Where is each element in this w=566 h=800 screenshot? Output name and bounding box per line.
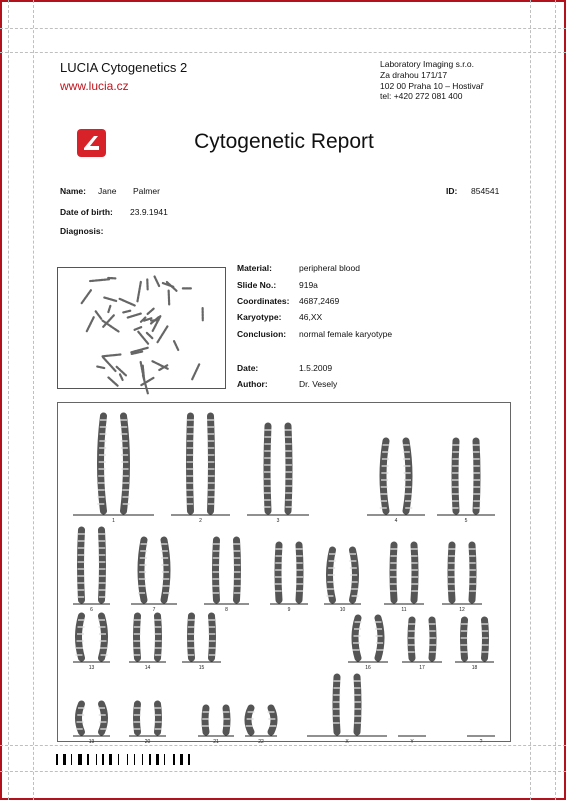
chromosome-label: 17	[419, 665, 425, 671]
metaphase-chromosome	[147, 333, 152, 338]
barcode	[56, 754, 236, 765]
metaphase-chromosome	[169, 291, 170, 305]
report-title: Cytogenetic Report	[194, 130, 374, 153]
chromosome-label: 12	[459, 607, 465, 613]
barcode-bar	[127, 754, 128, 765]
metaphase-chromosome	[120, 299, 135, 306]
date-label: Date:	[237, 363, 259, 373]
chromosome	[299, 545, 300, 600]
conclusion-value: normal female karyotype	[299, 329, 393, 339]
chromosome-label: 19	[88, 739, 95, 745]
metaphase-chromosome	[158, 326, 168, 342]
chromosome	[212, 616, 213, 658]
chromosome-label: 10	[339, 607, 346, 613]
chromosome-label: 22	[258, 739, 264, 745]
metaphase-chromosome	[123, 311, 130, 313]
barcode-bar	[134, 754, 135, 765]
metaphase-spread	[58, 268, 225, 388]
chromosome	[357, 677, 358, 732]
metaphase-image	[57, 267, 226, 389]
chromosome-label: ?	[479, 739, 483, 745]
barcode-bar	[56, 754, 58, 765]
chromosome-label: Y	[410, 739, 414, 745]
chromosome-label: 7	[152, 607, 156, 613]
diagnosis-label: Diagnosis:	[60, 226, 104, 236]
barcode-bar	[118, 754, 119, 765]
metaphase-chromosome	[97, 367, 104, 369]
dob-label: Date of birth:	[60, 207, 113, 217]
chromosome	[472, 545, 473, 600]
metaphase-chromosome	[104, 298, 116, 301]
material-value: peripheral blood	[299, 263, 360, 273]
barcode-bar	[71, 754, 72, 765]
coordinates-value: 4687,2469	[299, 296, 340, 306]
chromosome	[378, 618, 381, 658]
metaphase-chromosome	[108, 377, 117, 385]
material-label: Material:	[237, 263, 272, 273]
guide-line	[530, 0, 531, 800]
name-label: Name:	[60, 186, 86, 196]
metaphase-chromosome	[90, 279, 109, 281]
metaphase-chromosome	[141, 378, 154, 386]
metaphase-chromosome	[192, 364, 199, 379]
barcode-bar	[142, 754, 143, 765]
barcode-bar	[109, 754, 112, 765]
chromosome	[164, 540, 167, 600]
barcode-bar	[156, 754, 159, 765]
metaphase-chromosome	[82, 290, 91, 303]
first-name: Jane	[98, 186, 117, 196]
metaphase-chromosome	[174, 341, 178, 350]
address-line: tel: +420 272 081 400	[380, 91, 463, 102]
barcode-bar	[149, 754, 151, 765]
barcode-bar	[78, 754, 82, 765]
guide-line	[0, 771, 566, 772]
chromosome-label: 6	[90, 607, 93, 613]
chromosome	[191, 616, 192, 658]
conclusion-label: Conclusion:	[237, 329, 287, 339]
metaphase-chromosome	[103, 354, 121, 356]
chromosome	[355, 618, 358, 658]
chromosome-label: 20	[144, 739, 151, 745]
lucia-logo-icon	[77, 129, 106, 157]
last-name: Palmer	[133, 186, 160, 196]
chromosome-label: 14	[144, 665, 151, 671]
chromosome	[216, 540, 217, 600]
metaphase-chromosome	[117, 367, 126, 376]
metaphase-chromosome	[120, 374, 123, 380]
guide-line	[0, 28, 566, 29]
chromosome-label: 11	[401, 607, 407, 613]
company-address	[380, 59, 483, 102]
metaphase-chromosome	[135, 327, 142, 330]
chromosome	[267, 426, 268, 511]
metaphase-chromosome	[155, 277, 160, 286]
website-link[interactable]: www.lucia.cz	[60, 79, 129, 93]
metaphase-chromosome	[108, 306, 110, 312]
chromosome	[102, 616, 105, 658]
karyotype-value: 46,XX	[299, 312, 323, 322]
barcode-bar	[63, 754, 66, 765]
karyogram-chart	[58, 403, 510, 745]
barcode-bar	[188, 754, 190, 765]
metaphase-chromosome	[128, 314, 141, 318]
address-line: 102 00 Praha 10 – Hostivař	[380, 80, 484, 91]
address-line: Laboratory Imaging s.r.o.	[380, 59, 475, 69]
chromosome-label: 16	[365, 665, 371, 671]
coordinates-label: Coordinates:	[237, 296, 290, 306]
chromosome	[393, 545, 394, 600]
chromosome	[237, 540, 238, 600]
chromosome-label: 21	[213, 739, 219, 745]
chromosome	[336, 677, 337, 732]
chromosome-label: 2	[199, 518, 202, 524]
chromosome	[137, 616, 138, 658]
slide-label: Slide No.:	[237, 280, 277, 290]
chromosome-label: X	[345, 739, 349, 745]
date-value: 1.5.2009	[299, 363, 333, 373]
chromosome-label: 8	[225, 607, 228, 613]
chromosome-label: 13	[88, 665, 95, 671]
barcode-bar	[173, 754, 175, 765]
barcode-bar	[87, 754, 89, 765]
barcode-bar	[96, 754, 97, 765]
karyogram	[57, 402, 511, 745]
metaphase-chromosome	[147, 309, 153, 314]
id-label: ID:	[446, 186, 458, 196]
chromosome	[141, 540, 144, 600]
chromosome	[278, 545, 279, 600]
author-value: Dr. Vesely	[299, 379, 338, 389]
chromosome-label: 4	[394, 518, 398, 524]
guide-line	[0, 745, 566, 746]
metaphase-chromosome	[137, 282, 140, 301]
chromosome-label: 3	[276, 518, 280, 524]
chromosome-label: 5	[464, 518, 468, 524]
guide-line	[555, 0, 556, 800]
chromosome-label: 18	[471, 665, 478, 671]
chromosome	[414, 545, 415, 600]
metaphase-chromosome	[96, 311, 102, 318]
metaphase-chromosome	[87, 317, 94, 331]
address-line: Za drahou 171/17	[380, 69, 448, 80]
chromosome-label: 1	[112, 518, 115, 524]
author-label: Author:	[237, 379, 268, 389]
dob-value: 23.9.1941	[130, 207, 168, 217]
barcode-bar	[180, 754, 183, 765]
guide-line	[33, 0, 34, 800]
guide-line	[0, 52, 566, 53]
guide-line	[8, 0, 9, 800]
chromosome-label: 9	[287, 607, 291, 613]
barcode-bar	[164, 754, 165, 765]
chromosome	[79, 616, 82, 658]
chromosome	[288, 426, 289, 511]
barcode-bar	[102, 754, 104, 765]
chromosome	[158, 616, 159, 658]
patient-id: 854541	[471, 186, 500, 196]
app-title: LUCIA Cytogenetics 2	[60, 60, 188, 75]
slide-value: 919a	[299, 280, 318, 290]
chromosome-label: 15	[198, 665, 205, 671]
karyotype-label: Karyotype:	[237, 312, 282, 322]
chromosome	[451, 545, 452, 600]
